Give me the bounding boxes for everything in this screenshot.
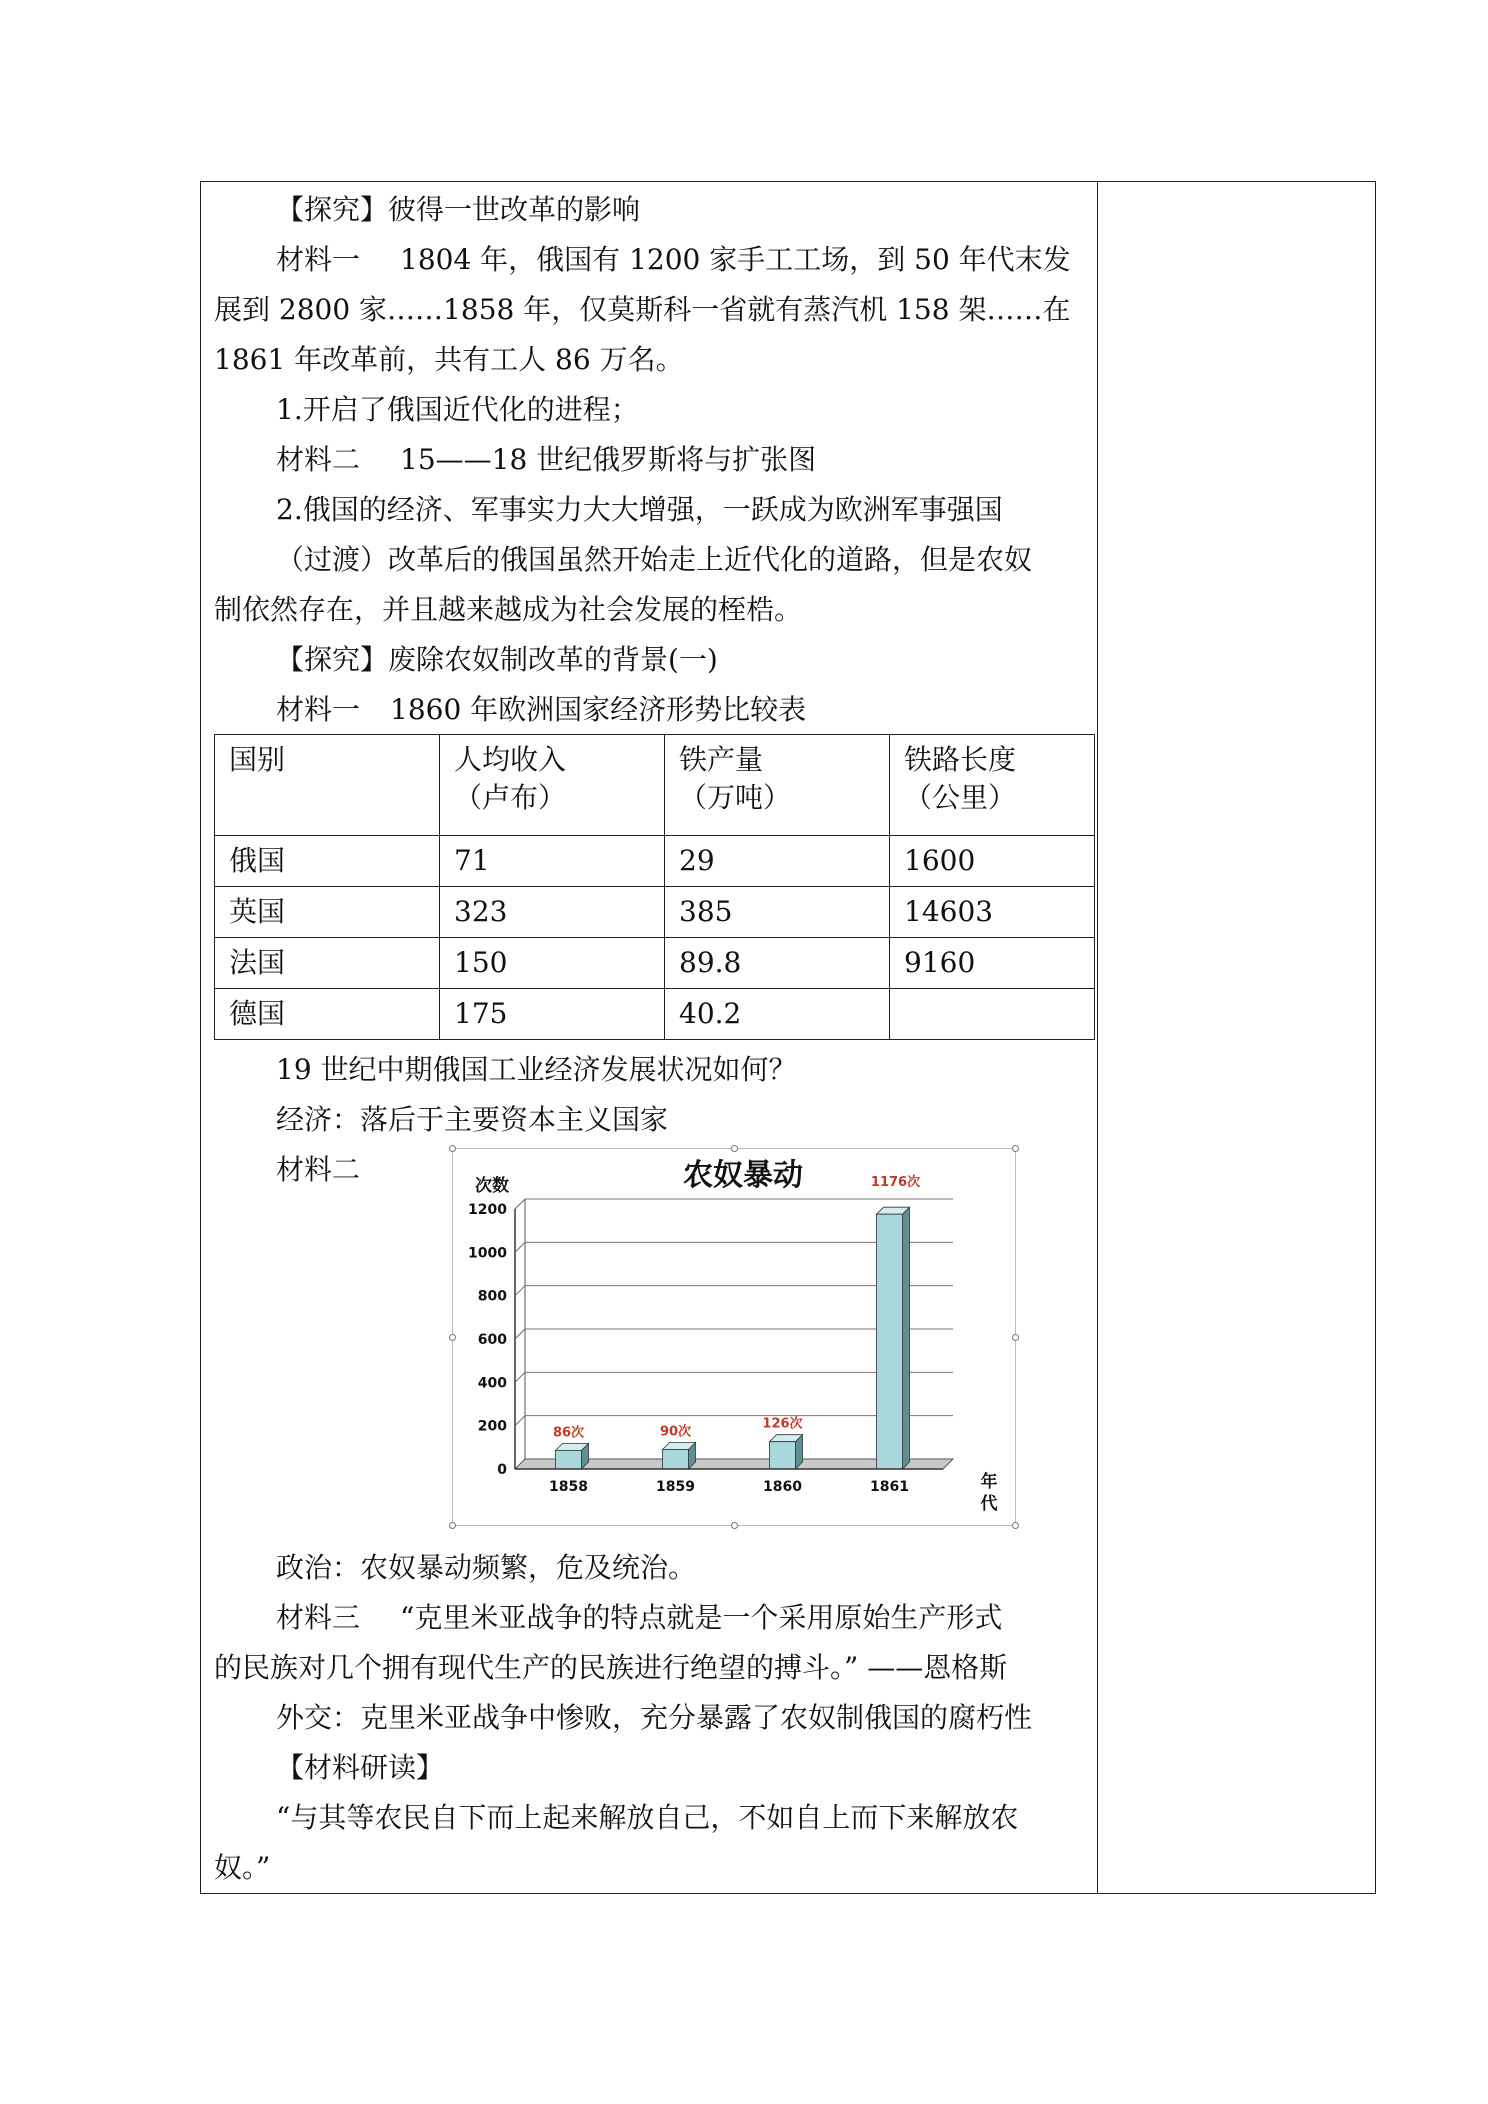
resize-handle[interactable]: [1012, 1334, 1019, 1341]
y-tick-label: 1000: [468, 1245, 507, 1262]
table-header-cell: 国别: [215, 735, 440, 836]
resize-handle[interactable]: [731, 1522, 738, 1529]
x-tick-label: 1858: [549, 1479, 588, 1495]
question-line: 19 世纪中期俄国工业经济发展状况如何？: [276, 1053, 797, 1086]
table-row: [215, 836, 1095, 887]
resize-handle[interactable]: [449, 1522, 456, 1529]
economy-conclusion: 经济：落后于主要资本主义国家: [276, 1103, 669, 1136]
gridline-diagonal: [515, 1372, 525, 1382]
resize-handle[interactable]: [1012, 1522, 1019, 1529]
table-cell: 14603: [890, 887, 1095, 938]
table-cell: 323: [440, 887, 665, 938]
resize-handle[interactable]: [731, 1145, 738, 1152]
transition-line-2: 制依然存在，并且越来越成为社会发展的桎梏。: [214, 593, 803, 626]
y-tick-label: 600: [477, 1332, 507, 1348]
table-header-cell: 铁路长度 （公里）: [890, 735, 1095, 836]
table-cell: 德国: [215, 989, 440, 1040]
x-tick-label: 1860: [763, 1479, 802, 1495]
x-axis-label-char: 年: [980, 1472, 998, 1492]
y-tick-label: 1200: [468, 1202, 507, 1218]
table-header-cell: 铁产量 （万吨）: [665, 735, 890, 836]
data-label: 1176次: [870, 1175, 921, 1191]
material-3-line-1: [276, 1601, 1002, 1635]
material-2-label: 材料二: [276, 443, 361, 476]
x-axis-label-char: 代: [980, 1494, 998, 1514]
y-tick-label: 800: [477, 1288, 507, 1305]
bar: [877, 1214, 903, 1469]
table-row: [215, 989, 1095, 1040]
transition-line-1: （过渡）改革后的俄国虽然开始走上近代化的道路，但是农奴: [276, 543, 1033, 576]
material-1-label: 材料一: [276, 243, 361, 276]
table-caption-text: 1860 年欧洲国家经济形势比较表: [390, 693, 807, 726]
table-cell: [890, 989, 1095, 1040]
material-1-line-3: 1861 年改革前，共有工人 86 万名。: [214, 343, 684, 376]
table-cell: 英国: [215, 887, 440, 938]
y-tick-label: 0: [497, 1462, 507, 1478]
resize-handle[interactable]: [449, 1145, 456, 1152]
table-caption: [276, 693, 806, 727]
gridline-diagonal: [515, 1242, 525, 1252]
quote-line-2: 奴。”: [214, 1851, 271, 1884]
table-header-cell: 人均收入 （卢布）: [440, 735, 665, 836]
resize-handle[interactable]: [449, 1334, 456, 1341]
table-row: [215, 938, 1095, 989]
material-3-text: “克里米亚战争的特点就是一个采用原始生产形式: [400, 1601, 1003, 1634]
data-label: 86次: [552, 1425, 585, 1441]
bar-side: [903, 1207, 910, 1469]
serf-uprising-chart-frame[interactable]: [452, 1148, 1016, 1526]
economy-table: [214, 734, 1095, 1040]
heading-inquiry-background: 【探究】废除农奴制改革的背景(一): [276, 643, 718, 676]
point-1: 1.开启了俄国近代化的进程；: [276, 393, 639, 426]
politics-conclusion: 政治：农奴暴动频繁，危及统治。: [276, 1551, 697, 1584]
gridline-diagonal: [515, 1286, 525, 1296]
column-divider: [1097, 181, 1098, 1894]
gridline-diagonal: [515, 1416, 525, 1426]
data-label: 90次: [659, 1424, 692, 1440]
resize-handle[interactable]: [1012, 1145, 1019, 1152]
y-tick-label: 400: [477, 1375, 507, 1392]
diplomacy-conclusion: 外交：克里米亚战争中惨败，充分暴露了农奴制俄国的腐朽性: [276, 1701, 1033, 1734]
table-cell: 1600: [890, 836, 1095, 887]
bar: [556, 1450, 582, 1469]
table-cell: 29: [665, 836, 890, 887]
table-cell: 385: [665, 887, 890, 938]
bar: [663, 1450, 689, 1470]
material-1-line-1: [276, 243, 1071, 277]
heading-material-reading: 【材料研读】: [276, 1751, 445, 1784]
table-cell: 9160: [890, 938, 1095, 989]
table-cell: 法国: [215, 938, 440, 989]
table-cell: 俄国: [215, 836, 440, 887]
material-3-label: 材料三: [276, 1601, 361, 1634]
y-tick-label: 200: [477, 1418, 507, 1435]
material-3-line-2: 的民族对几个拥有现代生产的民族进行绝望的搏斗。” ——恩格斯: [214, 1651, 1008, 1684]
gridline-diagonal: [515, 1199, 525, 1209]
data-label: 126次: [762, 1416, 803, 1432]
material-2-line: [276, 443, 816, 477]
table-cell: 71: [440, 836, 665, 887]
material-1-text: 1804 年，俄国有 1200 家手工工场，到 50 年代末发: [400, 243, 1071, 276]
heading-inquiry-peter: 【探究】彼得一世改革的影响: [276, 193, 641, 226]
table-header-row: [215, 735, 1095, 836]
table-cell: 175: [440, 989, 665, 1040]
table-caption-label: 材料一: [276, 693, 361, 726]
chart-title: 农奴暴动: [683, 1158, 803, 1193]
x-tick-label: 1859: [656, 1479, 695, 1495]
point-2: 2.俄国的经济、军事实力大大增强，一跃成为欧洲军事强国: [276, 493, 1003, 526]
material-2b-label: 材料二: [276, 1153, 361, 1186]
table-cell: 150: [440, 938, 665, 989]
table-row: [215, 887, 1095, 938]
x-tick-label: 1861: [870, 1479, 909, 1495]
table-cell: 89.8: [665, 938, 890, 989]
quote-line-1: “与其等农民自下而上起来解放自己，不如自上而下来解放农: [276, 1801, 1019, 1834]
bar: [770, 1442, 796, 1469]
table-cell: 40.2: [665, 989, 890, 1040]
serf-uprising-chart: [453, 1149, 1015, 1525]
material-1-line-2: 展到 2800 家……1858 年，仅莫斯科一省就有蒸汽机 158 架……在: [214, 293, 1071, 326]
gridline-diagonal: [515, 1329, 525, 1339]
y-axis-label: 次数: [475, 1176, 509, 1196]
material-2-text: 15——18 世纪俄罗斯将与扩张图: [400, 443, 817, 476]
